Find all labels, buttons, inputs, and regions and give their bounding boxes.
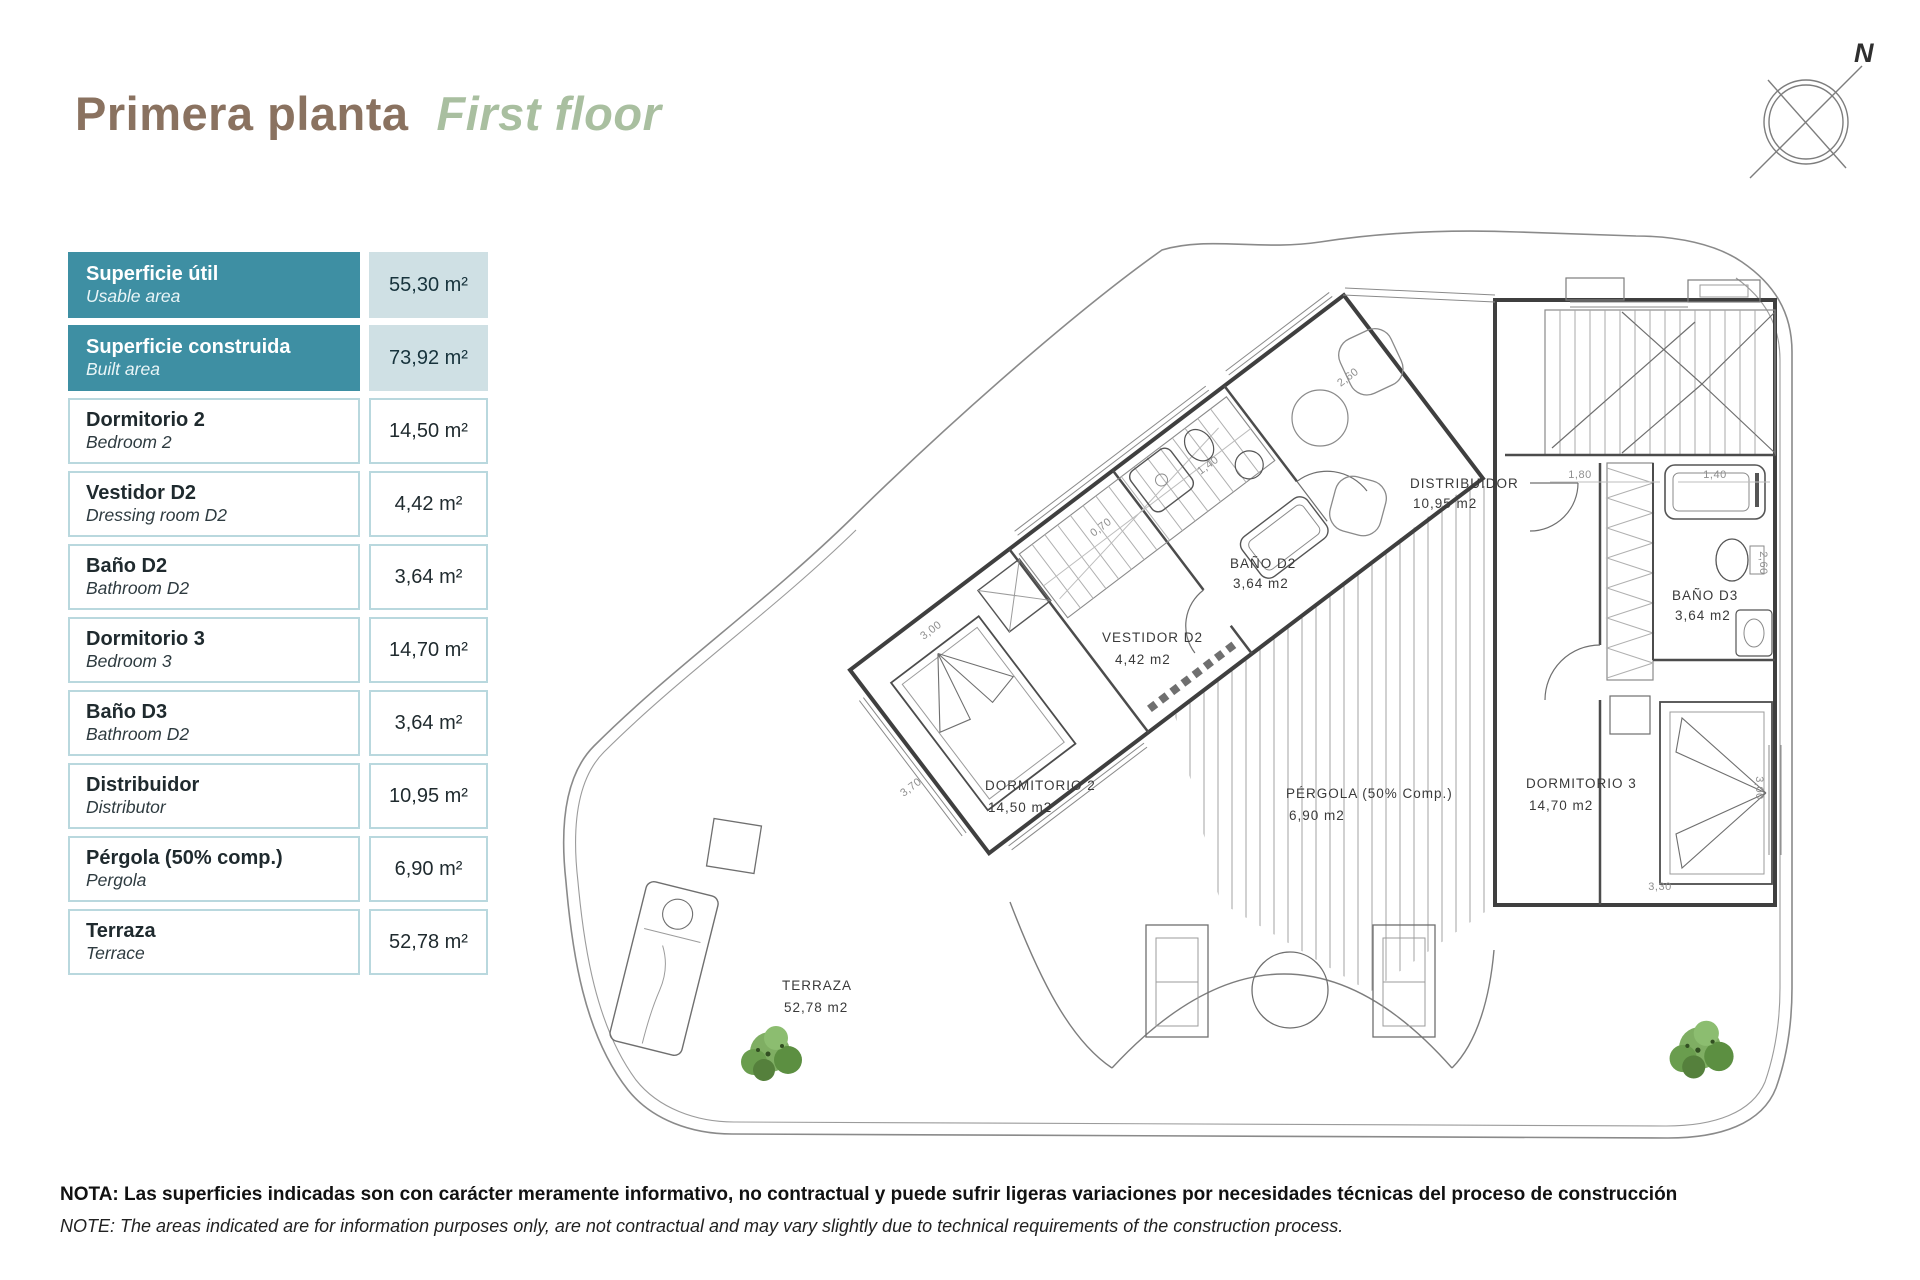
- row-value: 3,64 m²: [369, 690, 488, 756]
- row-label-en: Bedroom 3: [86, 651, 172, 671]
- row-value: 55,30 m²: [369, 252, 488, 318]
- room-label-dormitorio3: DORMITORIO 3: [1526, 776, 1637, 791]
- room-area-bano-d3: 3,64 m2: [1675, 608, 1731, 623]
- row-label: [68, 617, 360, 683]
- pergola-slats: [1176, 480, 1484, 1000]
- row-label: [68, 544, 360, 610]
- title-spanish: Primera planta: [75, 87, 409, 140]
- room-area-terraza: 52,78 m2: [784, 1000, 849, 1015]
- row-label-es: Dormitorio 3: [86, 628, 205, 650]
- row-label: [68, 690, 360, 756]
- room-area-dormitorio3: 14,70 m2: [1529, 798, 1594, 813]
- floor-plan: [520, 190, 1920, 1170]
- compass-north-label: N: [1854, 38, 1874, 68]
- title-english: First floor: [436, 87, 662, 140]
- room-label-bano-d2: BAÑO D2: [1230, 556, 1297, 571]
- plant-icon: [741, 1026, 802, 1081]
- round-table-icon: [1292, 390, 1348, 446]
- room-label-bano-d3: BAÑO D3: [1672, 588, 1739, 603]
- dim-label: 3,00: [1753, 776, 1765, 800]
- page-title: [75, 86, 661, 141]
- table-row-pergola: [68, 836, 488, 902]
- dim-label: 3,30: [1648, 881, 1672, 893]
- row-label-es: Terraza: [86, 920, 156, 942]
- terrace-boundary: [564, 231, 1792, 1138]
- row-label: [68, 325, 360, 391]
- sink-icon: [1230, 445, 1269, 484]
- row-label-es: Vestidor D2: [86, 482, 197, 504]
- row-label-es: Baño D3: [86, 701, 168, 723]
- row-label: [68, 909, 360, 975]
- compass-icon: [1742, 18, 1912, 203]
- row-label-en: Distributor: [86, 797, 166, 817]
- row-value: 14,50 m²: [369, 398, 488, 464]
- dim-label: 0,70: [1088, 515, 1115, 540]
- row-label-es: Distribuidor: [86, 774, 200, 796]
- table-row-bath-d3: [68, 690, 488, 756]
- row-value: 73,92 m²: [369, 325, 488, 391]
- sink-icon: [1736, 610, 1772, 656]
- dim-label: 1,40: [1195, 453, 1222, 478]
- row-label-en: Dressing room D2: [86, 505, 228, 525]
- row-label-en: Usable area: [86, 286, 181, 306]
- dim-label: 3,00: [918, 618, 945, 643]
- row-label-en: Bathroom D2: [86, 724, 190, 744]
- deck-chair-icon: [1373, 925, 1435, 1037]
- room-label-terraza: TERRAZA: [782, 978, 853, 993]
- table-row-bedroom2: [68, 398, 488, 464]
- round-table-icon: [1252, 952, 1328, 1028]
- table-row-dressing-d2: [68, 471, 488, 537]
- staircase-upper: [1545, 310, 1775, 455]
- row-label: [68, 471, 360, 537]
- closet-icon: [978, 559, 1051, 632]
- row-label-en: Terrace: [86, 943, 145, 963]
- table-row-terrace: [68, 909, 488, 975]
- row-value: 4,42 m²: [369, 471, 488, 537]
- nightstand-icon: [1610, 696, 1650, 734]
- room-area-pergola: 6,90 m2: [1289, 808, 1345, 823]
- plant-icon: [1670, 1021, 1734, 1079]
- dim-label: 2,60: [1757, 551, 1769, 575]
- table-row-distributor: [68, 763, 488, 829]
- row-value: 6,90 m²: [369, 836, 488, 902]
- row-label-es: Superficie útil: [86, 263, 219, 285]
- room-area-bano-d2: 3,64 m2: [1233, 576, 1289, 591]
- sun-lounger-icon: [608, 880, 719, 1057]
- room-area-dormitorio2: 14,50 m2: [988, 800, 1053, 815]
- row-value: 14,70 m²: [369, 617, 488, 683]
- room-label-distribuidor: DISTRIBUIDOR: [1410, 476, 1519, 491]
- room-area-distribuidor: 10,95 m2: [1413, 496, 1478, 511]
- row-label-es: Dormitorio 2: [86, 409, 205, 431]
- disclaimer-note: [60, 1184, 1880, 1237]
- row-value: 52,78 m²: [369, 909, 488, 975]
- terrace-furniture: [608, 819, 1435, 1057]
- row-label: [68, 836, 360, 902]
- row-label: [68, 763, 360, 829]
- room-label-vestidor: VESTIDOR D2: [1102, 630, 1204, 645]
- row-label-es: Baño D2: [86, 555, 168, 577]
- row-label-en: Bathroom D2: [86, 578, 190, 598]
- row-value: 10,95 m²: [369, 763, 488, 829]
- room-label-pergola: PÉRGOLA (50% Comp.): [1286, 786, 1453, 801]
- side-table-icon: [707, 819, 762, 874]
- diagonal-wing: [835, 286, 1490, 868]
- row-label-es: Superficie construida: [86, 336, 291, 358]
- table-row-bath-d2: [68, 544, 488, 610]
- table-row-usable-area: [68, 252, 488, 318]
- room-label-dormitorio2: DORMITORIO 2: [985, 778, 1096, 793]
- armchair-icon: [1333, 323, 1409, 401]
- table-row-bedroom3: [68, 617, 488, 683]
- toilet-icon: [1716, 539, 1764, 581]
- row-label-en: Pergola: [86, 870, 147, 890]
- note-english: NOTE: The areas indicated are for information purposes only, are not contractual and may vary slightly due to technical requirements of the construction process.: [60, 1216, 1344, 1236]
- row-label: [68, 398, 360, 464]
- row-value: 3,64 m²: [369, 544, 488, 610]
- dim-label: 2,60: [1335, 365, 1362, 390]
- dim-label: 1,40: [1703, 469, 1727, 481]
- row-label-es: Pérgola (50% comp.): [86, 847, 283, 869]
- note-spanish: NOTA: Las superficies indicadas son con carácter meramente informativo, no contractual y puede sufrir ligeras variaciones por necesidades técnicas del proceso de construcción: [60, 1184, 1678, 1205]
- row-label: [68, 252, 360, 318]
- dim-label: 1,80: [1568, 469, 1592, 481]
- room-area-vestidor: 4,42 m2: [1115, 652, 1171, 667]
- wardrobe-hatch: [1607, 463, 1653, 680]
- table-row-built-area: [68, 325, 488, 391]
- areas-table: [68, 252, 488, 982]
- deck-chair-icon: [1146, 925, 1208, 1037]
- dim-label: 3,70: [898, 775, 925, 800]
- row-label-en: Built area: [86, 359, 160, 379]
- row-label-en: Bedroom 2: [86, 432, 172, 452]
